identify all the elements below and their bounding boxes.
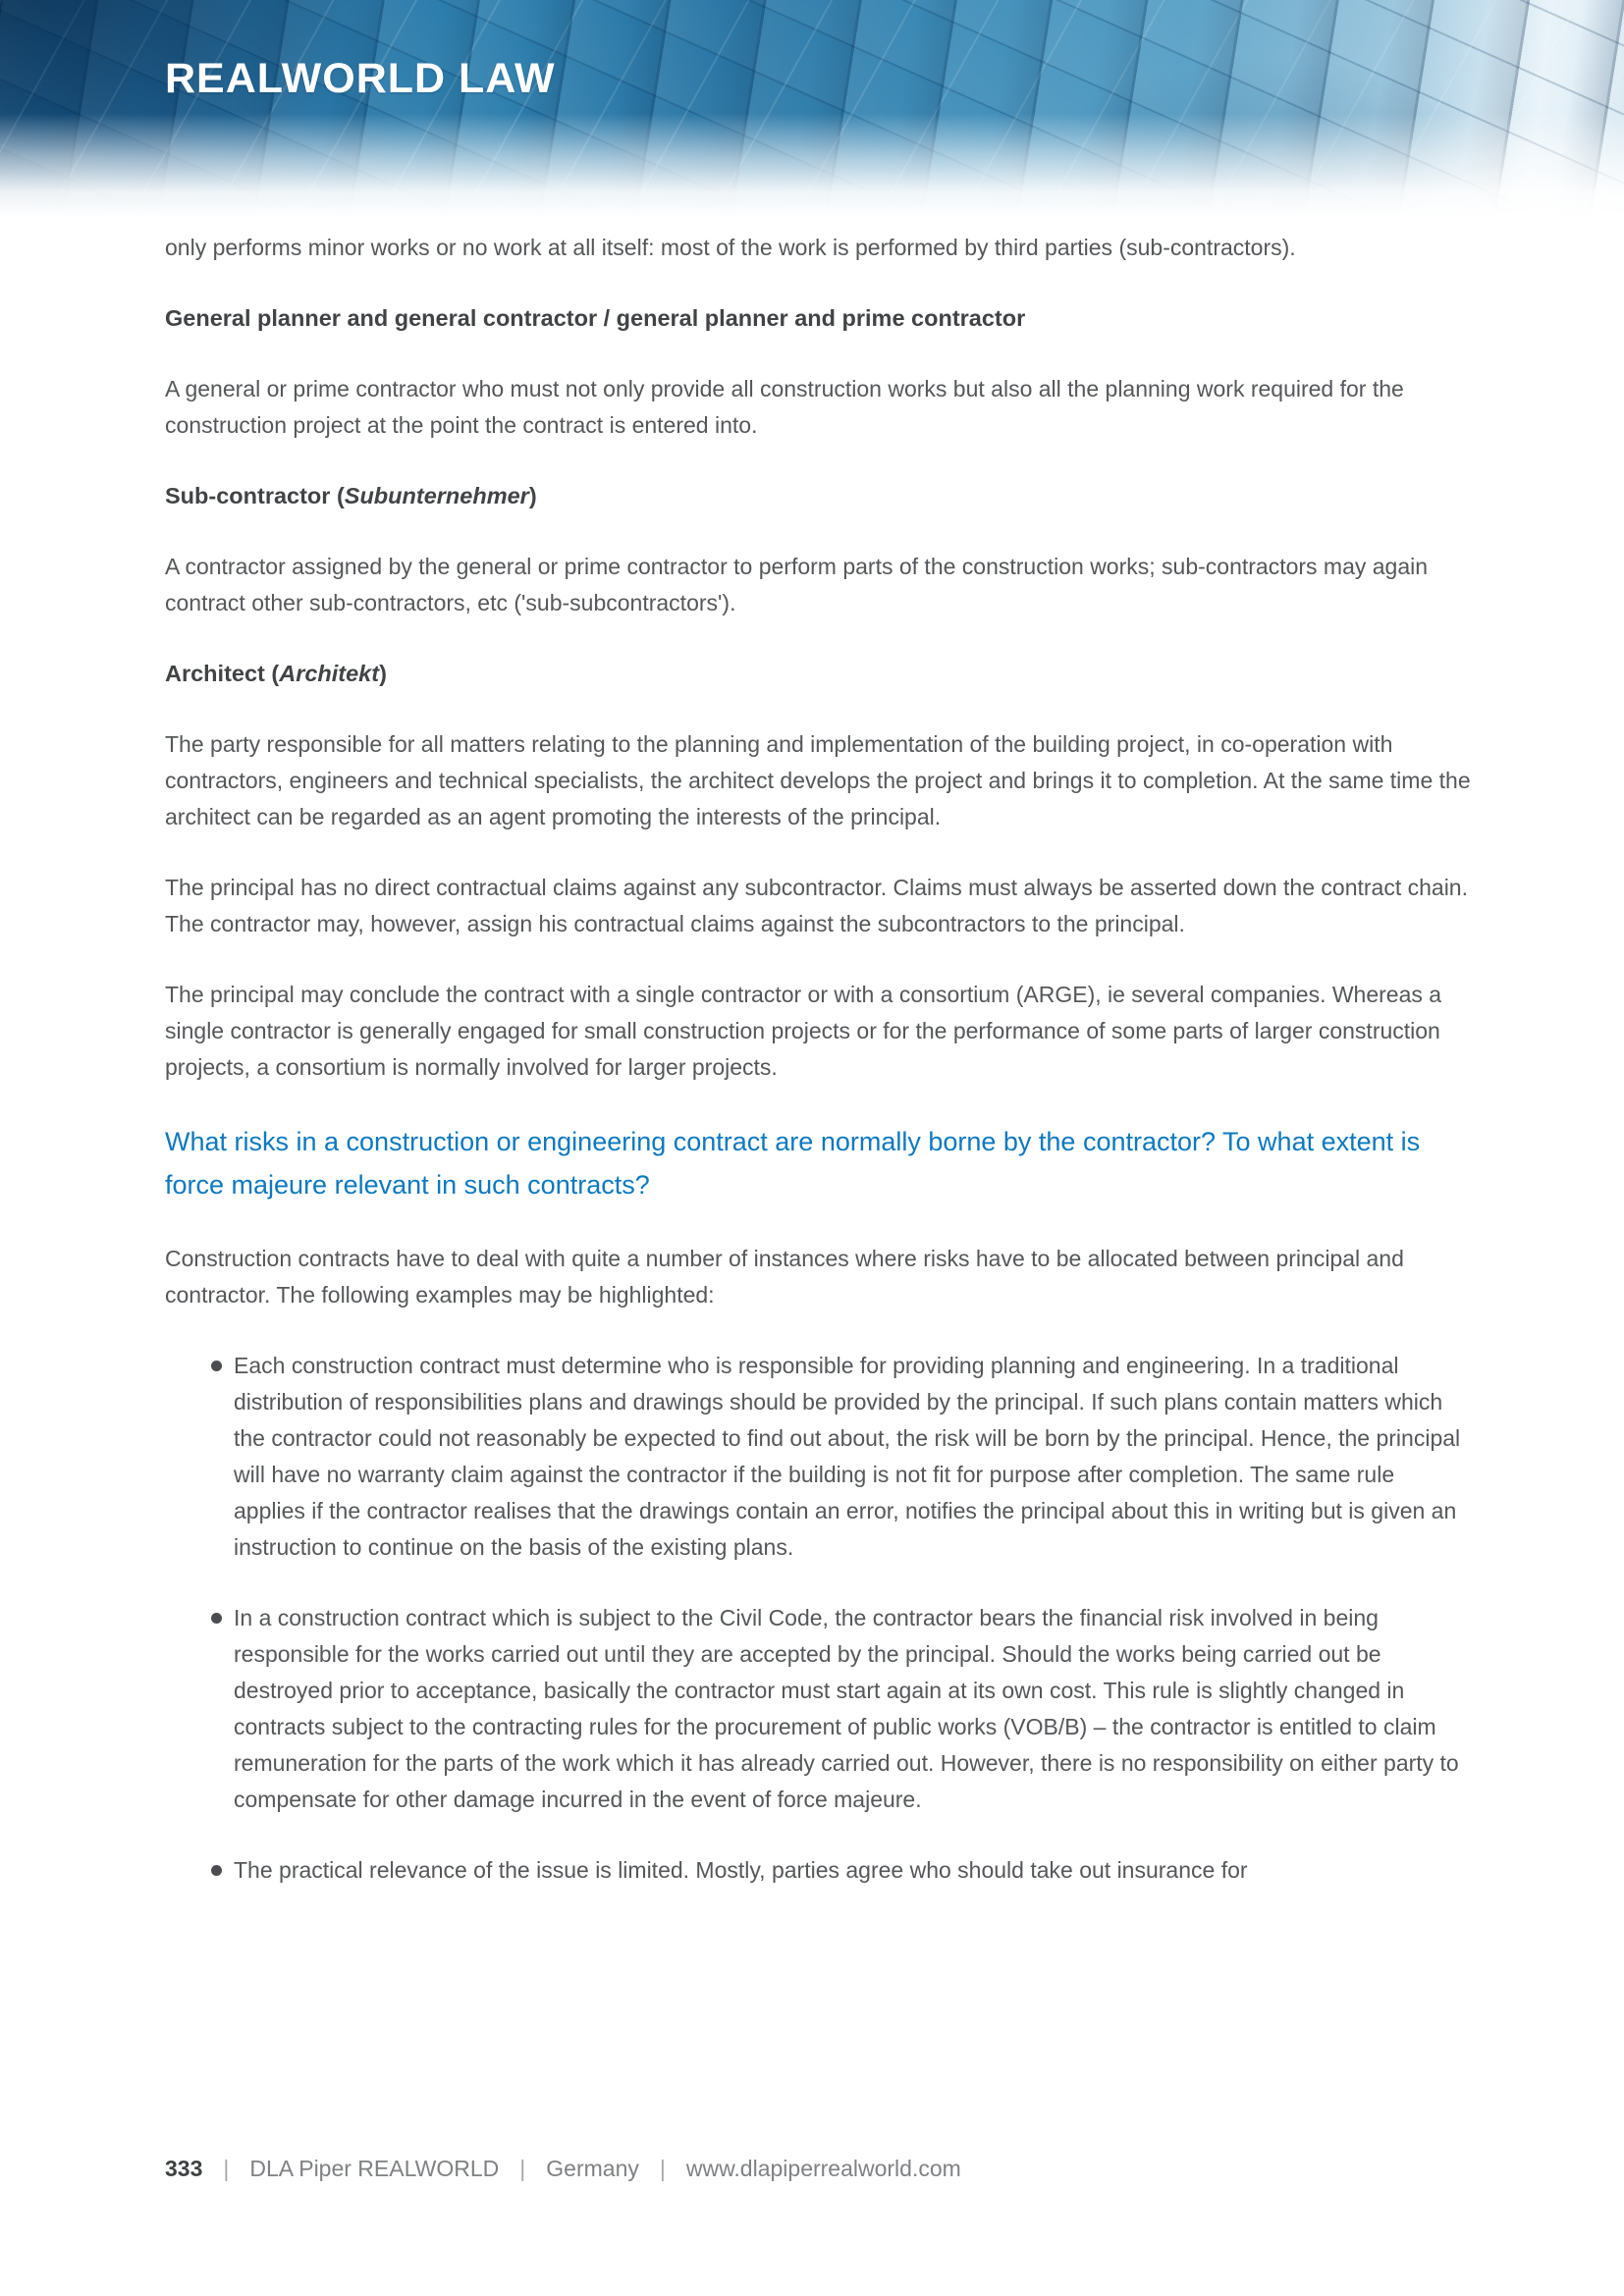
paragraph-architect-1: The party responsible for all matters relating to the planning and implementation of the building project, in co-operation with contractors, engineers and technical specialists, the architect develops the project and brings it to completion. At the same time the architect can be regarded as an agent promoting the interests of the principal. — [165, 731, 1471, 829]
heading-architect-close: ) — [379, 661, 387, 686]
heading-subcontractor — [165, 478, 1471, 514]
list-item — [165, 1600, 1471, 1818]
heading-architect-italic: Architekt — [279, 661, 380, 686]
heading-general-planner: General planner and general contractor / general planner and prime contractor — [165, 305, 1026, 331]
page-footer — [165, 2152, 961, 2185]
list-item — [165, 1852, 1471, 1889]
heading-subcontractor-close: ) — [528, 483, 537, 508]
paragraph-architect-3: The principal may conclude the contract with a single contractor or with a consortium (ARGE), ie several companies. Whereas a single contractor is generally engaged for small construction projects or for the performance of some parts of larger construction projects, a consortium is normally involved for larger projects. — [165, 982, 1442, 1080]
paragraph-general-planner: A general or prime contractor who must not only provide all construction works but also all the planning work required for the construction project at the point the contract is entered into. — [165, 376, 1404, 438]
bullet-list — [165, 1348, 1471, 1889]
footer-brand: DLA Piper REALWORLD — [249, 2156, 500, 2181]
paragraph-risks-intro: Construction contracts have to deal with quite a number of instances where risks have to be allocated between principal and contractor. The following examples may be highlighted: — [165, 1246, 1404, 1308]
bullet-icon — [211, 1613, 222, 1624]
paragraph-intro: only performs minor works or no work at all itself: most of the work is performed by third parties (sub-contractors). — [165, 235, 1296, 260]
footer-separator: | — [659, 2156, 666, 2181]
paragraph-architect-2: The principal has no direct contractual claims against any subcontractor. Claims must always be asserted down the contract chain. The contractor may, however, assign his contractual claims against the subcontractors to the principal. — [165, 875, 1468, 936]
footer-separator: | — [223, 2156, 230, 2181]
header-banner — [0, 0, 1624, 218]
heading-subcontractor-italic: Subunternehmer — [344, 483, 529, 508]
paragraph-subcontractor: A contractor assigned by the general or prime contractor to perform parts of the construction works; sub-contractors may again contract other sub-contractors, etc ('sub-subcontractors'). — [165, 554, 1429, 615]
footer-url: www.dlapiperrealworld.com — [685, 2156, 961, 2181]
document-content — [0, 218, 1624, 1889]
heading-question-risks: What risks in a construction or engineering contract are normally borne by the contractor? To what extent is force majeure relevant in such contracts? — [165, 1127, 1421, 1200]
list-item-text: Each construction contract must determine who is responsible for providing planning and engineering. In a traditional distribution of responsibilities plans and drawings should be provided by the principal. If such plans contain matters which the contractor could not reasonably be expected to find out about, the risk will be born by the principal. Hence, the principal will have no warranty claim against the contractor if the building is not fit for purpose after completion. The same rule applies if the contractor realises that the drawings contain an error, notifies the principal about this in writing but is given an instruction to continue on the basis of the existing plans. — [234, 1353, 1461, 1560]
footer-country: Germany — [546, 2156, 639, 2181]
page-title: REALWORLD LAW — [165, 55, 556, 102]
heading-architect-plain: Architect ( — [165, 661, 280, 686]
list-item — [165, 1348, 1471, 1566]
bullet-icon — [211, 1865, 222, 1876]
heading-architect — [165, 656, 1471, 692]
heading-subcontractor-plain: Sub-contractor ( — [165, 483, 345, 508]
page-number: 333 — [165, 2156, 203, 2181]
bullet-icon — [211, 1361, 222, 1371]
footer-separator: | — [519, 2156, 526, 2181]
list-item-text: In a construction contract which is subject to the Civil Code, the contractor bears the financial risk involved in being responsible for the works carried out until they are accepted by the principal. Should the works being carried out be destroyed prior to acceptance, basically the contractor must start again at its own cost. This rule is slightly changed in contracts subject to the contracting rules for the procurement of public works (VOB/B) – the contractor is entitled to claim remuneration for the parts of the work which it has already carried out. However, there is no responsibility on either party to compensate for other damage incurred in the event of force majeure. — [234, 1605, 1459, 1812]
list-item-text: The practical relevance of the issue is limited. Mostly, parties agree who should take out insurance for — [234, 1857, 1248, 1883]
